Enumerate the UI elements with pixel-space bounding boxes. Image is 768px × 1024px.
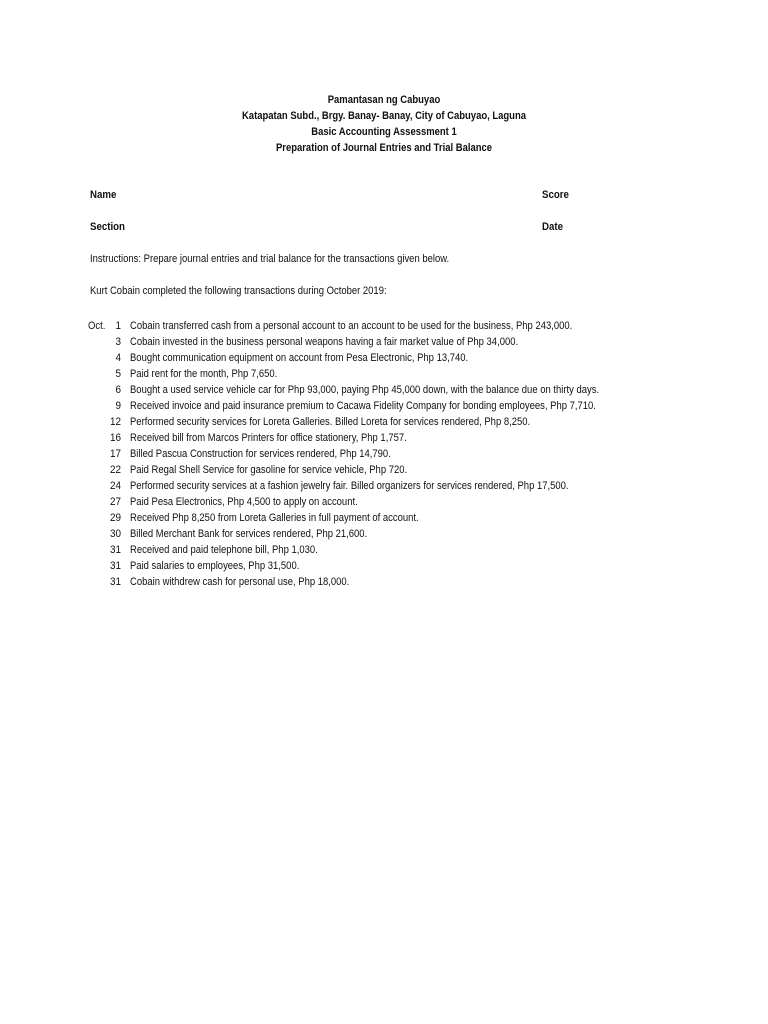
instructions-text: Instructions: Prepare journal entries and trial balance for the transactions given below. (90, 253, 450, 265)
transaction-description: Received and paid telephone bill, Php 1,030. (130, 544, 318, 556)
transaction-description: Bought communication equipment on account from Pesa Electronic, Php 13,740. (130, 352, 469, 364)
transaction-description: Bought a used service vehicle car for Php 93,000, paying Php 45,000 down, with the balance due on thirty days. (130, 384, 600, 396)
transaction-description: Cobain withdrew cash for personal use, Php 18,000. (130, 576, 350, 588)
transaction-description: Paid salaries to employees, Php 31,500. (130, 560, 300, 572)
score-label: Score (542, 189, 569, 201)
transaction-day: 16 (109, 432, 121, 444)
transaction-day: 27 (109, 496, 121, 508)
transaction-row (88, 446, 728, 462)
transaction-row (88, 478, 728, 494)
transaction-day: 17 (109, 448, 121, 460)
assessment-title: Basic Accounting Assessment 1 (311, 126, 457, 138)
section-label: Section (90, 221, 125, 233)
document-header (0, 92, 768, 156)
transaction-row (88, 366, 728, 382)
transaction-description: Cobain transferred cash from a personal account to an account to be used for the business, Php 243,000. (130, 320, 573, 332)
transaction-day: 30 (109, 528, 121, 540)
transaction-description: Performed security services for Loreta Galleries. Billed Loreta for services rendered, Php 8,250. (130, 416, 531, 428)
transaction-description: Performed security services at a fashion jewelry fair. Billed organizers for services rendered, Php 17,500. (130, 480, 569, 492)
transaction-row (88, 414, 728, 430)
transaction-day: 31 (109, 560, 121, 572)
transaction-description: Paid rent for the month, Php 7,650. (130, 368, 278, 380)
transaction-description: Paid Pesa Electronics, Php 4,500 to apply on account. (130, 496, 358, 508)
transaction-row (88, 334, 728, 350)
transaction-row (88, 542, 728, 558)
month-label: Oct. (88, 320, 106, 332)
transaction-day: 22 (109, 464, 121, 476)
transaction-day: 4 (115, 352, 121, 364)
transaction-description: Received Php 8,250 from Loreta Galleries in full payment of account. (130, 512, 419, 524)
transaction-day: 9 (115, 400, 121, 412)
assessment-topic: Preparation of Journal Entries and Trial Balance (275, 142, 493, 154)
transaction-row (88, 558, 728, 574)
school-address: Katapatan Subd., Brgy. Banay- Banay, City of Cabuyao, Laguna (241, 110, 527, 122)
transaction-row (88, 382, 728, 398)
transaction-day: 5 (115, 368, 121, 380)
transaction-row (88, 462, 728, 478)
transaction-description: Received bill from Marcos Printers for office stationery, Php 1,757. (130, 432, 407, 444)
transaction-day: 3 (115, 336, 121, 348)
transaction-day: 29 (109, 512, 121, 524)
date-label: Date (542, 221, 563, 233)
transaction-list (88, 318, 728, 590)
transaction-description: Cobain invested in the business personal weapons having a fair market value of Php 34,000. (130, 336, 519, 348)
transaction-row (88, 398, 728, 414)
transaction-description: Paid Regal Shell Service for gasoline for service vehicle, Php 720. (130, 464, 408, 476)
transaction-row (88, 494, 728, 510)
name-label: Name (90, 189, 117, 201)
transaction-row (88, 430, 728, 446)
transaction-day: 1 (115, 320, 121, 332)
school-name: Pamantasan ng Cabuyao (327, 94, 441, 106)
transaction-day: 24 (109, 480, 121, 492)
transaction-row (88, 350, 728, 366)
transaction-day: 31 (109, 576, 121, 588)
intro-text: Kurt Cobain completed the following transactions during October 2019: (90, 285, 387, 297)
transaction-row (88, 574, 728, 590)
transaction-day: 31 (109, 544, 121, 556)
transaction-row (88, 318, 728, 334)
transaction-row (88, 526, 728, 542)
transaction-row (88, 510, 728, 526)
transaction-description: Billed Pascua Construction for services rendered, Php 14,790. (130, 448, 391, 460)
transaction-description: Received invoice and paid insurance premium to Cacawa Fidelity Company for bonding employees, Php 7,710. (130, 400, 596, 412)
transaction-day: 6 (115, 384, 121, 396)
transaction-day: 12 (109, 416, 121, 428)
transaction-description: Billed Merchant Bank for services rendered, Php 21,600. (130, 528, 368, 540)
